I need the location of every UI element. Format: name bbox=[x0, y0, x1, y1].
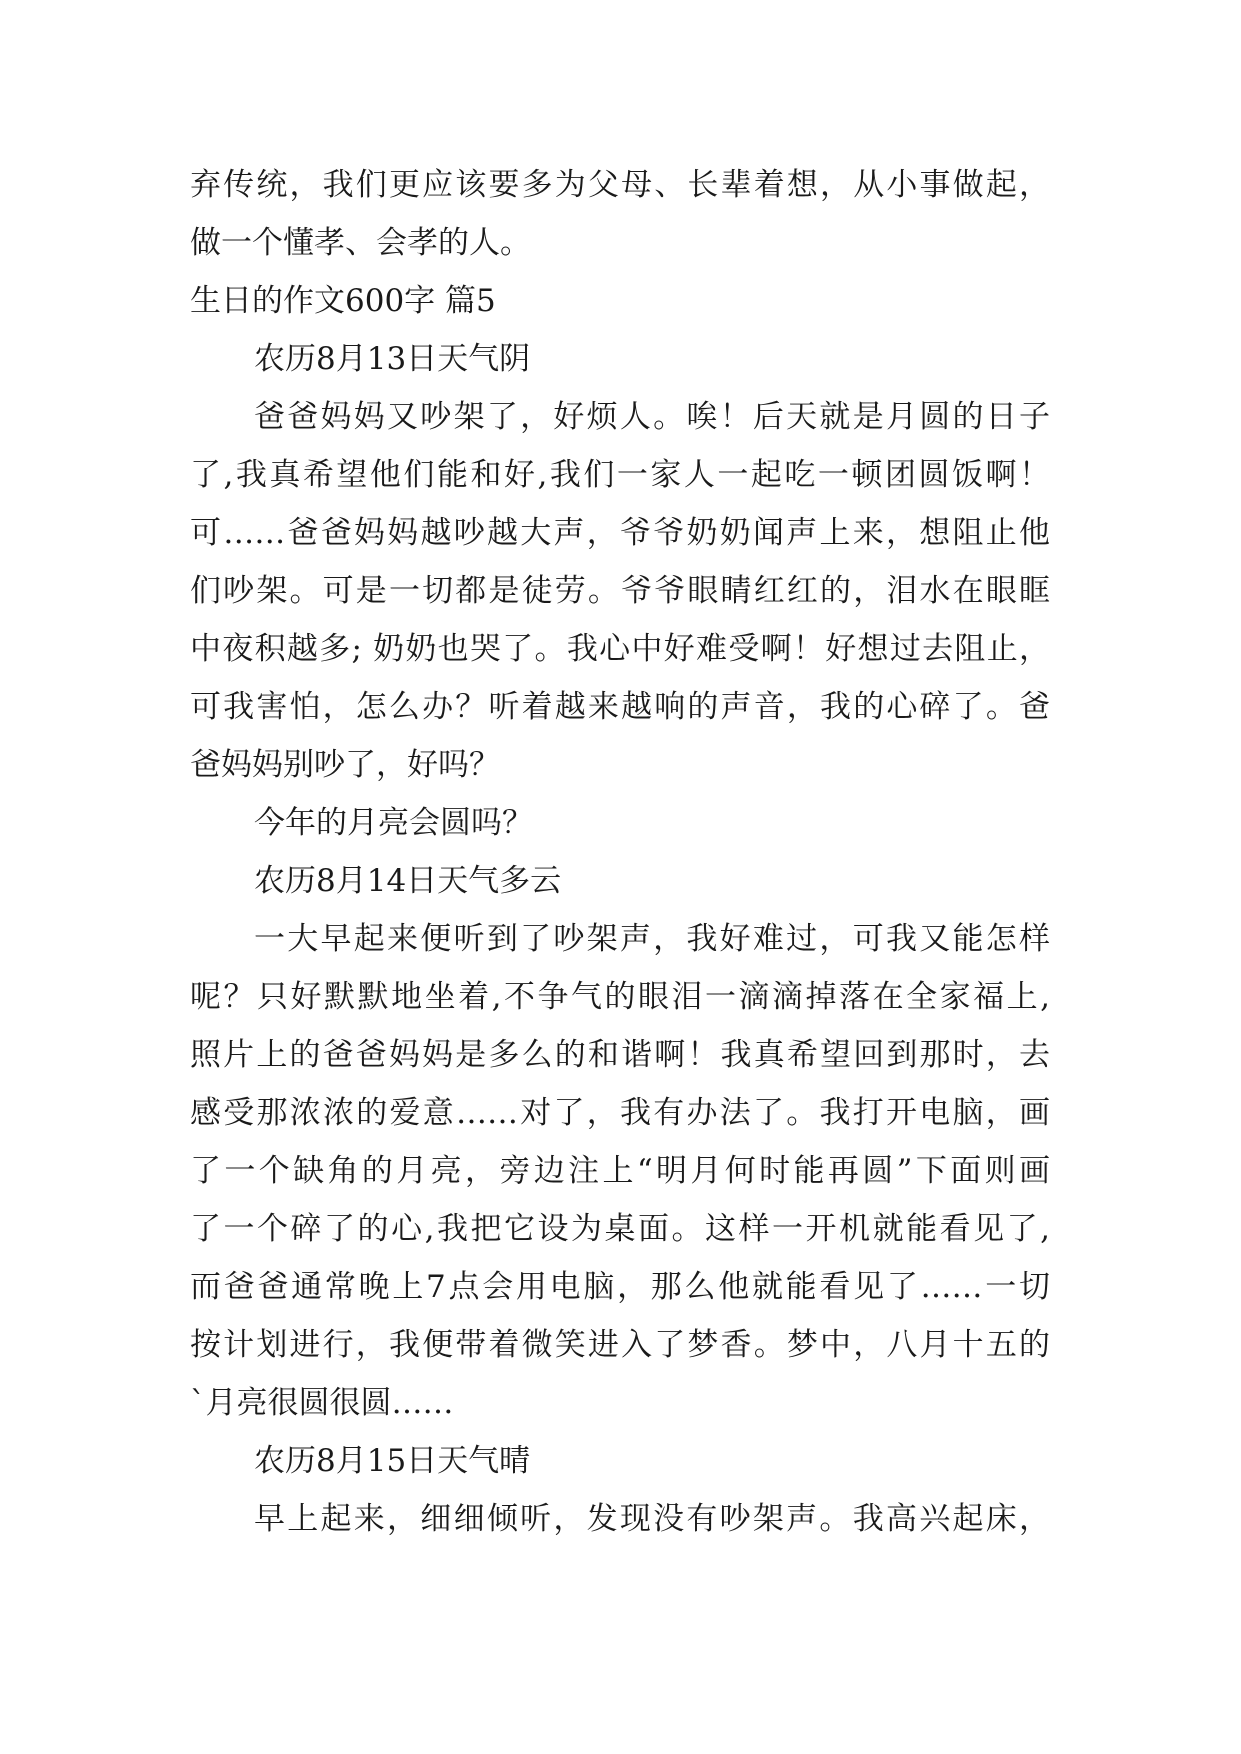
text-line: 爸爸妈妈又吵架了，好烦人。唉！后天就是月圆的日子 bbox=[254, 399, 1050, 435]
text-line: 按计划进行，我便带着微笑进入了梦香。梦中，八月十五的 bbox=[190, 1327, 1050, 1363]
text-line: 可我害怕，怎么办？听着越来越响的声音，我的心碎了。爸 bbox=[190, 689, 1050, 725]
text-line: 了,我真希望他们能和好,我们一家人一起吃一顿团圆饭啊！ bbox=[190, 457, 1050, 493]
diary-date-line: 农历8月13日天气阴 bbox=[254, 341, 531, 377]
text-line: 今年的月亮会圆吗？ bbox=[254, 805, 533, 841]
text-line: 照片上的爸爸妈妈是多么的和谐啊！我真希望回到那时，去 bbox=[190, 1037, 1050, 1073]
text-line: 呢？只好默默地坐着,不争气的眼泪一滴滴掉落在全家福上, bbox=[190, 979, 1050, 1015]
text-line: 弃传统，我们更应该要多为父母、长辈着想，从小事做起， bbox=[190, 167, 1050, 203]
text-line: 了一个缺角的月亮，旁边注上“明月何时能再圆”下面则画 bbox=[190, 1153, 1050, 1189]
text-line: 爸妈妈别吵了，好吗？ bbox=[190, 747, 500, 783]
section-heading: 生日的作文600字 篇5 bbox=[190, 283, 496, 319]
text-line: 可……爸爸妈妈越吵越大声，爷爷奶奶闻声上来，想阻止他 bbox=[190, 515, 1050, 551]
text-line: 而爸爸通常晚上7点会用电脑，那么他就能看见了……一切 bbox=[190, 1269, 1050, 1305]
text-line: 了一个碎了的心,我把它设为桌面。这样一开机就能看见了, bbox=[190, 1211, 1050, 1247]
text-line: 一大早起来便听到了吵架声，我好难过，可我又能怎样 bbox=[254, 921, 1050, 957]
text-line: 早上起来，细细倾听，发现没有吵架声。我高兴起床， bbox=[254, 1501, 1050, 1537]
text-line: 中夜积越多; 奶奶也哭了。我心中好难受啊！好想过去阻止， bbox=[190, 631, 1050, 667]
text-line: 感受那浓浓的爱意……对了，我有办法了。我打开电脑，画 bbox=[190, 1095, 1050, 1131]
text-line: 做一个懂孝、会孝的人。 bbox=[190, 225, 531, 261]
diary-date-line: 农历8月14日天气多云 bbox=[254, 863, 562, 899]
text-line: 们吵架。可是一切都是徒劳。爷爷眼睛红红的，泪水在眼眶 bbox=[190, 573, 1050, 609]
article-body bbox=[190, 156, 1050, 1548]
text-line: `月亮很圆很圆…… bbox=[190, 1385, 454, 1421]
diary-date-line: 农历8月15日天气晴 bbox=[254, 1443, 531, 1479]
